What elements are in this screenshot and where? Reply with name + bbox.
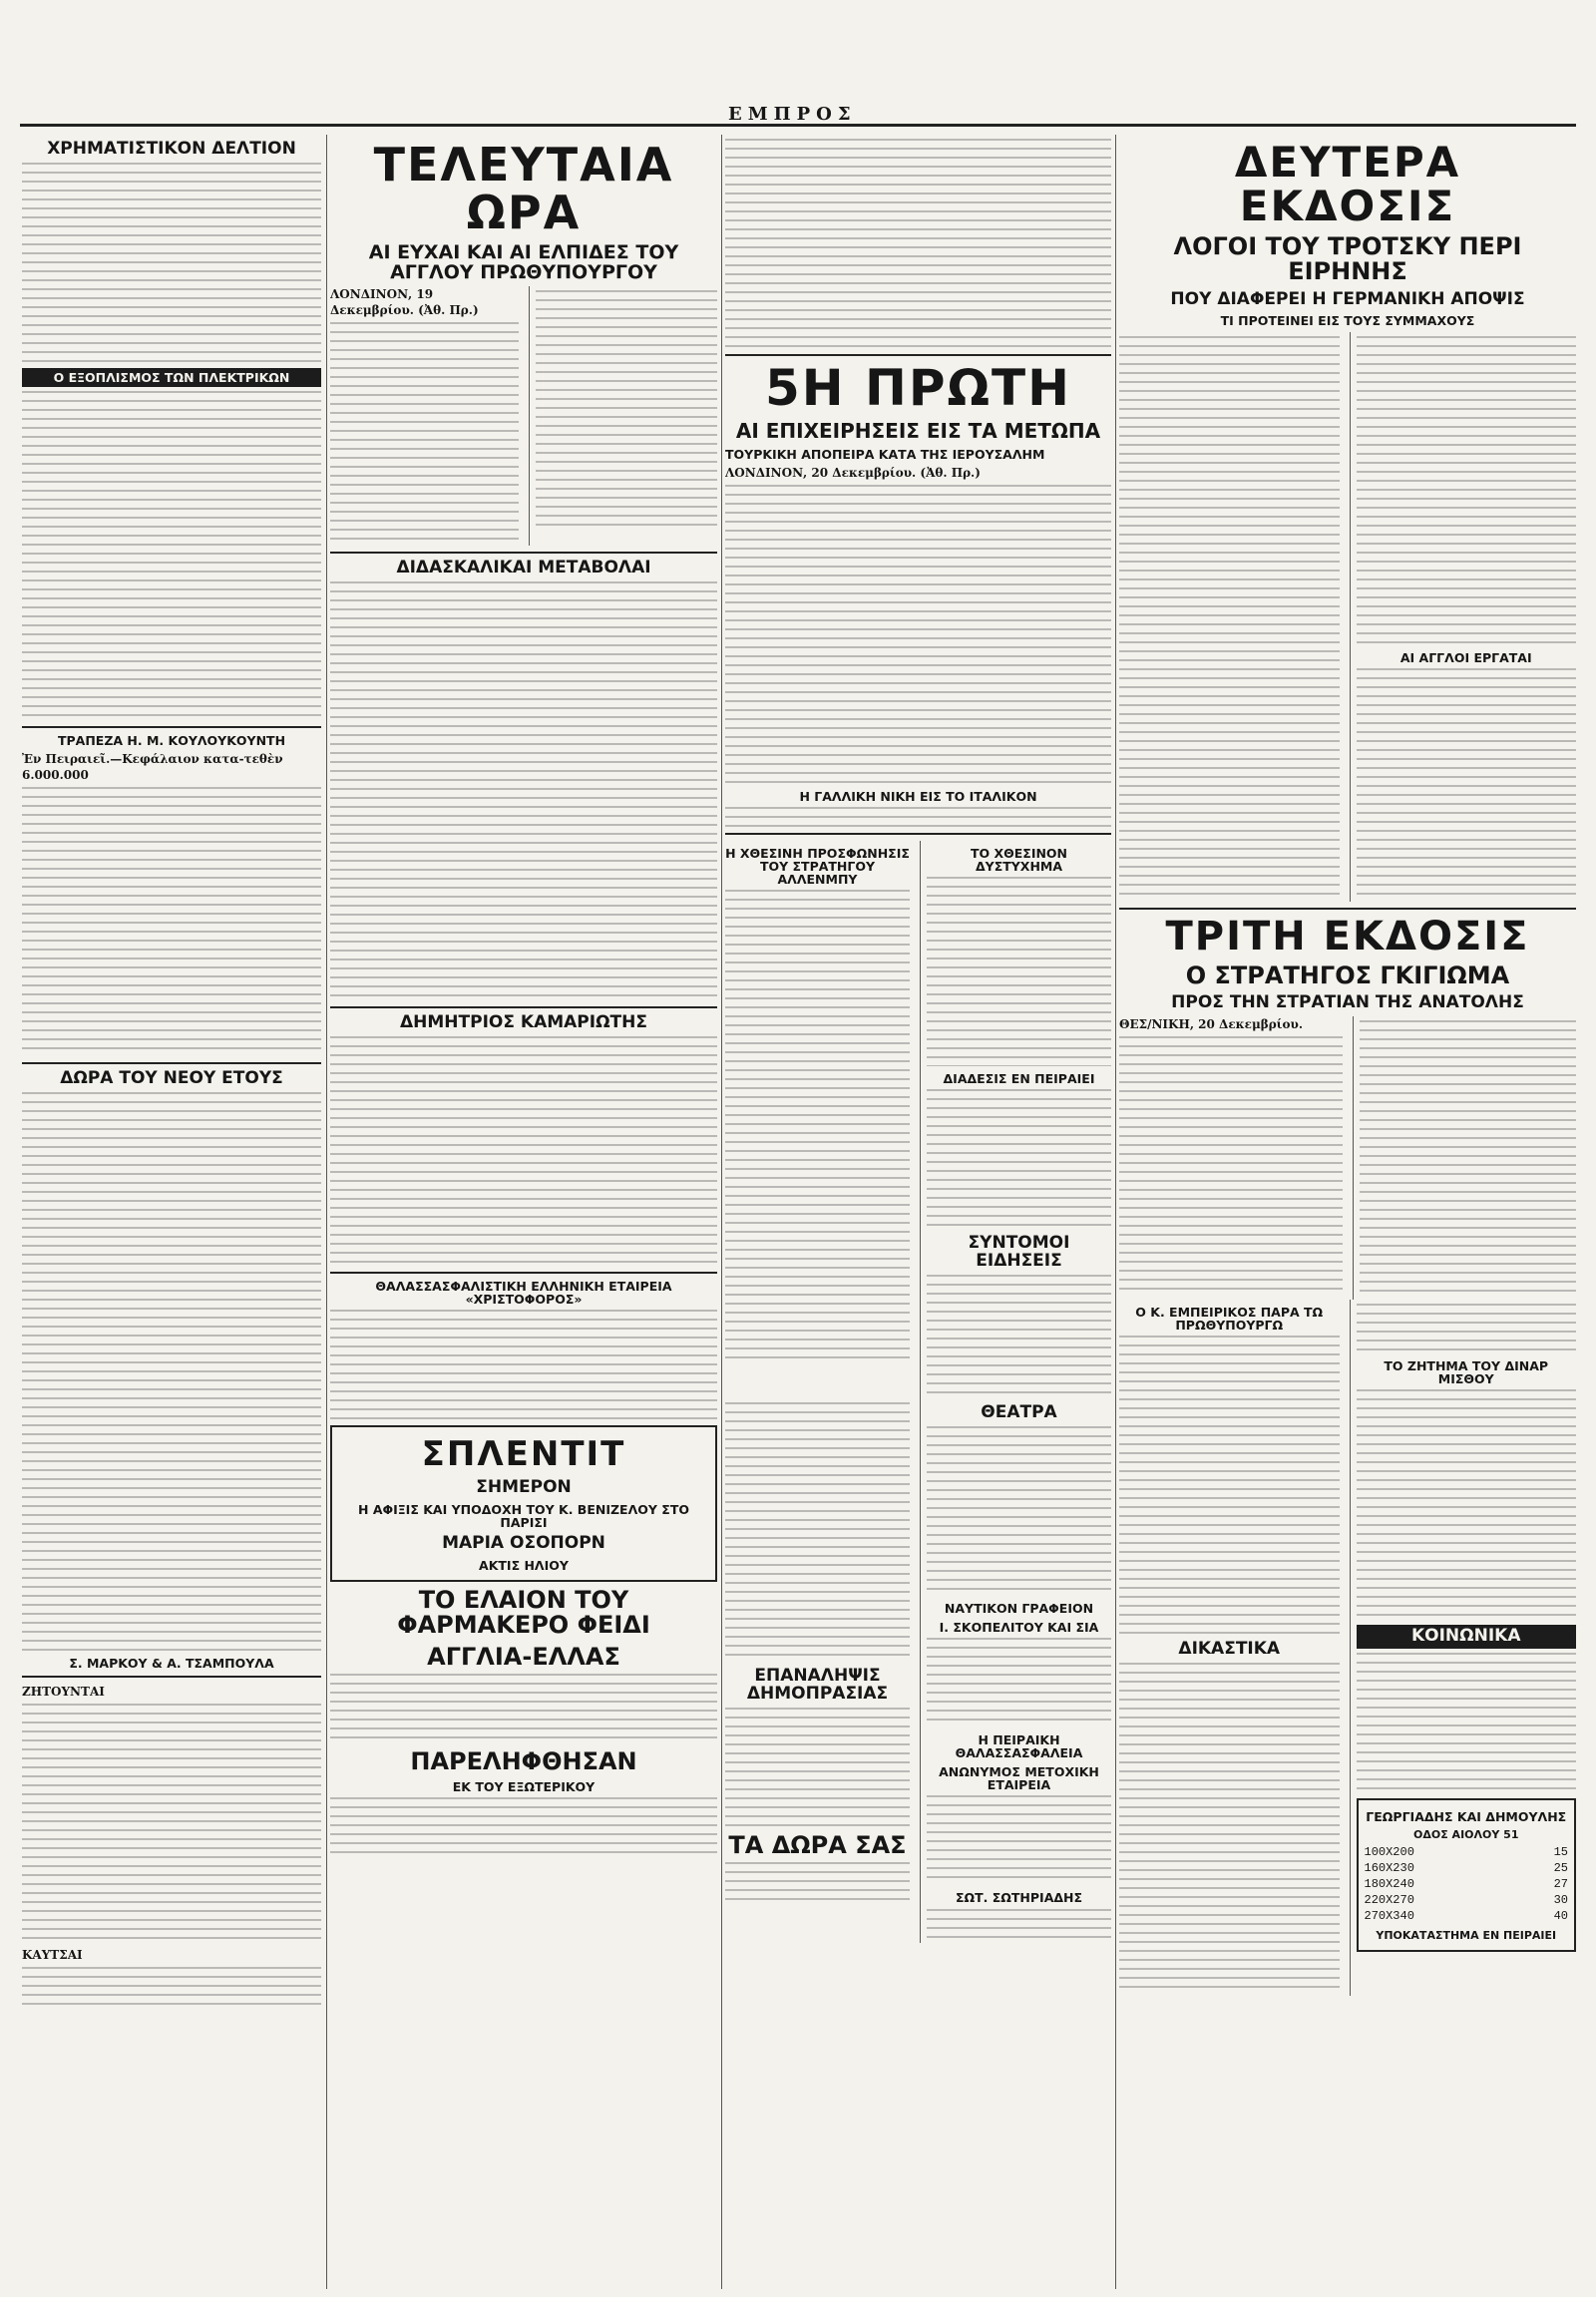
body-text	[725, 807, 1111, 827]
body-text	[725, 1708, 910, 1827]
price-row	[1365, 1860, 1569, 1876]
headline-kamariotis: ΔΗΜΗΤΡΙΟΣ ΚΑΜΑΡΙΩΤΗΣ	[400, 1012, 647, 1033]
headline-british-workers: ΑΙ ΑΓΓΛΟΙ ΕΡΓΑΤΑΙ	[1399, 649, 1532, 665]
ad-kaftsai: ΚΑΥΤΣΑΙ	[22, 1948, 83, 1963]
body-text	[725, 890, 910, 1358]
body-text	[927, 1275, 1111, 1394]
body-text	[1357, 1653, 1577, 1792]
headline-british-premier: ΑΙ ΕΥΧΑΙ ΚΑΙ ΑΙ ΕΛΠΙΔΕΣ ΤΟΥ ΑΓΓΛΟΥ ΠΡΩΘΥΠΟΥΡΓΟΥ	[368, 240, 679, 283]
headline-army-east: ΠΡΟΣ ΤΗΝ ΣΤΡΑΤΙΑΝ ΤΗΣ ΑΝΑΤΟΛΗΣ	[1171, 991, 1524, 1012]
dateline-thessaloniki: ΘΕΣ/ΝΙΚΗ, 20 Δεκεμβρίου.	[1119, 1016, 1303, 1031]
body-text	[330, 322, 519, 542]
headline-skopelitou: Ι. ΣΚΟΠΕΛΙΤΟΥ ΚΑΙ ΣΙΑ	[939, 1619, 1099, 1635]
price-row	[1365, 1892, 1569, 1908]
bank-subline: Ἐν Πειραιεῖ.—Κεφάλαιον κατα-τεθὲν 6.000.000	[22, 752, 283, 783]
ad-received-sub: ΕΚ ΤΟΥ ΕΞΩΤΕΡΙΚΟΥ	[452, 1778, 596, 1794]
headline-stock-bulletin: ΧΡΗΜΑΤΙΣΤΙΚΟΝ ΔΕΛΤΙΟΝ	[47, 139, 296, 159]
masthead-rule	[20, 124, 1576, 127]
ad-splendid-subtitle: Η ΑΦΙΞΙΣ ΚΑΙ ΥΠΟΔΟΧΗ ΤΟΥ Κ. ΒΕΝΙΖΕΛΟΥ ΣΤΟ ΠΑΡΙΣΙ	[358, 1501, 689, 1531]
price-size: 100Χ200	[1364, 1845, 1414, 1860]
headline-proposes-allies: ΤΙ ΠΡΟΤΕΙΝΕΙ ΕΙΣ ΤΟΥΣ ΣΥΜΜΑΧΟΥΣ	[1220, 313, 1475, 329]
headline-brief-news: ΣΥΝΤΟΜΟΙ ΕΙΔΗΣΕΙΣ	[968, 1233, 1070, 1271]
divider	[1119, 908, 1576, 910]
body-text	[330, 1674, 717, 1743]
body-text	[927, 1795, 1111, 1885]
ad-georgiadis-title: ΓΕΩΡΓΙΑΔΗΣ ΚΑΙ ΔΗΜΟΥΛΗΣ	[1366, 1808, 1567, 1824]
body-text	[1119, 1336, 1340, 1635]
headline-social: ΚΟΙΝΩΝΙΚΑ	[1357, 1625, 1577, 1649]
ad-georgiadis-address: ΟΔΟΣ ΑΙΟΛΟΥ 51	[1413, 1827, 1519, 1841]
price-value: 25	[1553, 1861, 1568, 1876]
divider	[330, 552, 717, 554]
headline-5th-edition: 5Η ΠΡΩΤΗ	[765, 359, 1071, 417]
headline-your-gifts: ΤΑ ΔΩΡΑ ΣΑΣ	[728, 1830, 907, 1859]
divider	[22, 726, 321, 728]
price-value: 15	[1553, 1845, 1568, 1860]
ad-splendid-title: ΣΠΛΕΝΤΙΤ	[421, 1434, 626, 1475]
body-text	[927, 1638, 1111, 1727]
headline-allenby: Η ΧΘΕΣΙΝΗ ΠΡΟΣΦΩΝΗΣΙΣ ΤΟΥ ΣΤΡΑΤΗΓΟΥ ΑΛΛΕΝΜΠΥ	[725, 845, 910, 887]
headline-teacher-changes: ΔΙΔΑΣΚΑΛΙΚΑΙ ΜΕΤΑΒΟΛΑΙ	[396, 558, 651, 578]
price-list	[1365, 1844, 1569, 1924]
dateline-london: ΛΟΝΔΙΝΟΝ, 19 Δεκεμβρίου. (Ἀθ. Πρ.)	[330, 287, 479, 318]
body-text	[22, 391, 321, 720]
ad-splendid	[330, 1425, 717, 1582]
headline-markou-tsampoula: Σ. ΜΑΡΚΟΥ & Α. ΤΣΑΜΠΟΥΛΑ	[69, 1655, 274, 1671]
column-4	[1119, 135, 1576, 2289]
headline-piraeus-insurance: Η ΠΕΙΡΑΙΚΗ ΘΑΛΑΣΣΑΣΦΑΛΕΙΑ	[955, 1731, 1083, 1761]
headline-accident: ΤΟ ΧΘΕΣΙΝΟΝ ΔΥΣΤΥΧΗΜΑ	[970, 845, 1068, 874]
headline-last-hour: ΤΕΛΕΥΤΑΙΑ ΩΡΑ	[373, 138, 674, 240]
body-text	[22, 787, 321, 1056]
body-text	[330, 1797, 717, 1857]
divider	[330, 1272, 717, 1274]
body-text	[927, 877, 1111, 1066]
headline-insurance-company: ΑΝΩΝΥΜΟΣ ΜΕΤΟΧΙΚΗ ΕΤΑΙΡΕΙΑ	[939, 1764, 1099, 1793]
headline-third-edition: ΤΡΙΤΗ ΕΚΔΟΣΙΣ	[1165, 913, 1530, 959]
body-text	[1357, 1304, 1577, 1353]
classified-ads	[22, 1704, 321, 1943]
headline-theatres: ΘΕΑΤΡΑ	[981, 1401, 1057, 1422]
body-text	[1360, 1020, 1577, 1296]
divider	[725, 354, 1111, 356]
ad-england-greece: ΑΓΓΛΙΑ-ΕΛΛΑΣ	[427, 1642, 620, 1671]
price-size: 180Χ240	[1364, 1877, 1414, 1892]
ad-georgiadis-branch: ΥΠΟΚΑΤΑΣΤΗΜΑ ΕΝ ΠΕΙΡΑΙΕΙ	[1376, 1929, 1557, 1943]
headline-salary: ΤΟ ΖΗΤΗΜΑ ΤΟΥ ΔΙΝΑΡ ΜΙΣΘΟΥ	[1384, 1357, 1549, 1386]
body-text	[1119, 336, 1340, 895]
dateline-london-2: ΛΟΝΔΙΝΟΝ, 20 Δεκεμβρίου. (Ἀθ. Πρ.)	[725, 465, 981, 480]
headline-naval-office: ΝΑΥΤΙΚΟΝ ΓΡΑΦΕΙΟΝ	[944, 1600, 1094, 1616]
body-text	[725, 1402, 910, 1662]
headline-bank: ΤΡΑΠΕΖΑ Η. Μ. ΚΟΥΛΟΥΚΟΥΝΤΗ	[57, 732, 286, 748]
headline-french-victory: Η ΓΑΛΛΙΚΗ ΝΙΚΗ ΕΙΣ ΤΟ ΙΤΑΛΙΚΟΝ	[799, 788, 1037, 804]
price-size: 160Χ230	[1364, 1861, 1414, 1876]
headline-german-view: ΠΟΥ ΔΙΑΦΕΡΕΙ Η ΓΕΡΜΑΝΙΚΗ ΑΠΟΨΙΣ	[1170, 288, 1525, 309]
column-separator	[326, 135, 327, 2289]
masthead-title: ΕΜΠΡΟΣ	[728, 104, 857, 125]
column-3	[725, 135, 1111, 2289]
column-2	[330, 135, 717, 2289]
headline-electric-equipment: Ο ΕΞΟΠΛΙΣΜΟΣ ΤΩΝ ΠΛΕΚΤΡΙΚΩΝ	[22, 368, 321, 387]
body-text	[22, 1092, 321, 1651]
masthead	[0, 0, 1596, 125]
headline-trotsky: ΛΟΓΟΙ ΤΟΥ ΤΡΟΤΣΚΥ ΠΕΡΙ ΕΙΡΗΝΗΣ	[1173, 232, 1522, 286]
body-text	[927, 1089, 1111, 1229]
price-value: 30	[1553, 1893, 1568, 1908]
body-text	[927, 1909, 1111, 1939]
ad-splendid-today: ΣΗΜΕΡΟΝ	[476, 1477, 572, 1498]
body-text	[725, 1862, 910, 1902]
ad-splendid-film: ΑΚΤΙΣ ΗΛΙΟΥ	[479, 1558, 569, 1574]
body-text	[1357, 668, 1577, 898]
body-text	[1119, 1036, 1343, 1296]
body-text	[22, 1967, 321, 2007]
body-text	[1357, 336, 1577, 645]
ad-georgiadis	[1357, 1798, 1577, 1952]
body-text	[330, 1310, 717, 1419]
body-text	[1119, 1663, 1340, 1992]
column-1	[22, 135, 321, 2289]
ad-wanted: ΖΗΤΟΥΝΤΑΙ	[22, 1685, 105, 1700]
divider	[330, 1006, 717, 1008]
headline-second-edition: ΔΕΥΤΕΡΑ ΕΚΔΟΣΙΣ	[1234, 138, 1461, 231]
body-text	[330, 581, 717, 1000]
divider	[725, 833, 1111, 835]
headline-christoforos: ΘΑΛΑΣΣΑΣΦΑΛΙΣΤΙΚΗ ΕΛΛΗΝΙΚΗ ΕΤΑΙΡΕΙΑ «ΧΡΙΣΤΟΦΟΡΟΣ»	[375, 1279, 672, 1308]
price-size: 220Χ270	[1364, 1893, 1414, 1908]
price-row	[1365, 1844, 1569, 1860]
headline-new-year-gifts: ΔΩΡΑ ΤΟΥ ΝΕΟΥ ΕΤΟΥΣ	[60, 1068, 283, 1089]
body-text	[725, 485, 1111, 784]
column-separator	[1115, 135, 1116, 2289]
body-text	[22, 163, 321, 362]
price-value: 27	[1553, 1877, 1568, 1892]
headline-fronts: ΑΙ ΕΠΙΧΕΙΡΗΣΕΙΣ ΕΙΣ ΤΑ ΜΕΤΩΠΑ	[735, 418, 1101, 443]
divider	[22, 1062, 321, 1064]
headline-piraeus: ΔΙΑΔΕΣΙΣ ΕΝ ΠΕΙΡΑΙΕΙ	[943, 1071, 1095, 1086]
ad-splendid-star: ΜΑΡΙΑ ΟΣΟΠΟΡΝ	[442, 1533, 605, 1554]
price-row	[1365, 1908, 1569, 1924]
price-value: 40	[1553, 1909, 1568, 1924]
headline-court: ΔΙΚΑΣΤΙΚΑ	[1178, 1638, 1281, 1659]
body-text	[536, 290, 718, 526]
divider	[22, 1676, 321, 1678]
ad-received: ΠΑΡΕΛΗΦΘΗΣΑΝ	[410, 1746, 637, 1775]
body-text	[927, 1426, 1111, 1596]
body-text	[725, 139, 1111, 348]
price-row	[1365, 1876, 1569, 1892]
headline-auction: ΕΠΑΝΑΛΗΨΙΣ ΔΗΜΟΠΡΑΣΙΑΣ	[746, 1665, 889, 1704]
headline-general-guillaumat: Ο ΣΤΡΑΤΗΓΟΣ ΓΚΙΓΙΩΜΑ	[1185, 960, 1510, 989]
ad-oil-title: ΤΟ ΕΛΑΙΟΝ ΤΟΥ ΦΑΡΜΑΚΕΡΟ ΦΕΙΔΙ	[397, 1586, 650, 1640]
headline-sotiriadis: ΣΩΤ. ΣΩΤΗΡΙΑΔΗΣ	[955, 1890, 1083, 1906]
body-text	[1357, 1389, 1577, 1619]
body-text	[330, 1036, 717, 1266]
column-separator	[721, 135, 722, 2289]
headline-embirikos: Ο Κ. ΕΜΠΕΙΡΙΚΟΣ ΠΑΡΑ ΤΩ ΠΡΩΘΥΠΟΥΡΓΩ	[1135, 1304, 1324, 1333]
price-size: 270Χ340	[1364, 1909, 1414, 1924]
headline-jerusalem: ΤΟΥΡΚΙΚΗ ΑΠΟΠΕΙΡΑ ΚΑΤΑ ΤΗΣ ΙΕΡΟΥΣΑΛΗΜ	[725, 446, 1045, 462]
